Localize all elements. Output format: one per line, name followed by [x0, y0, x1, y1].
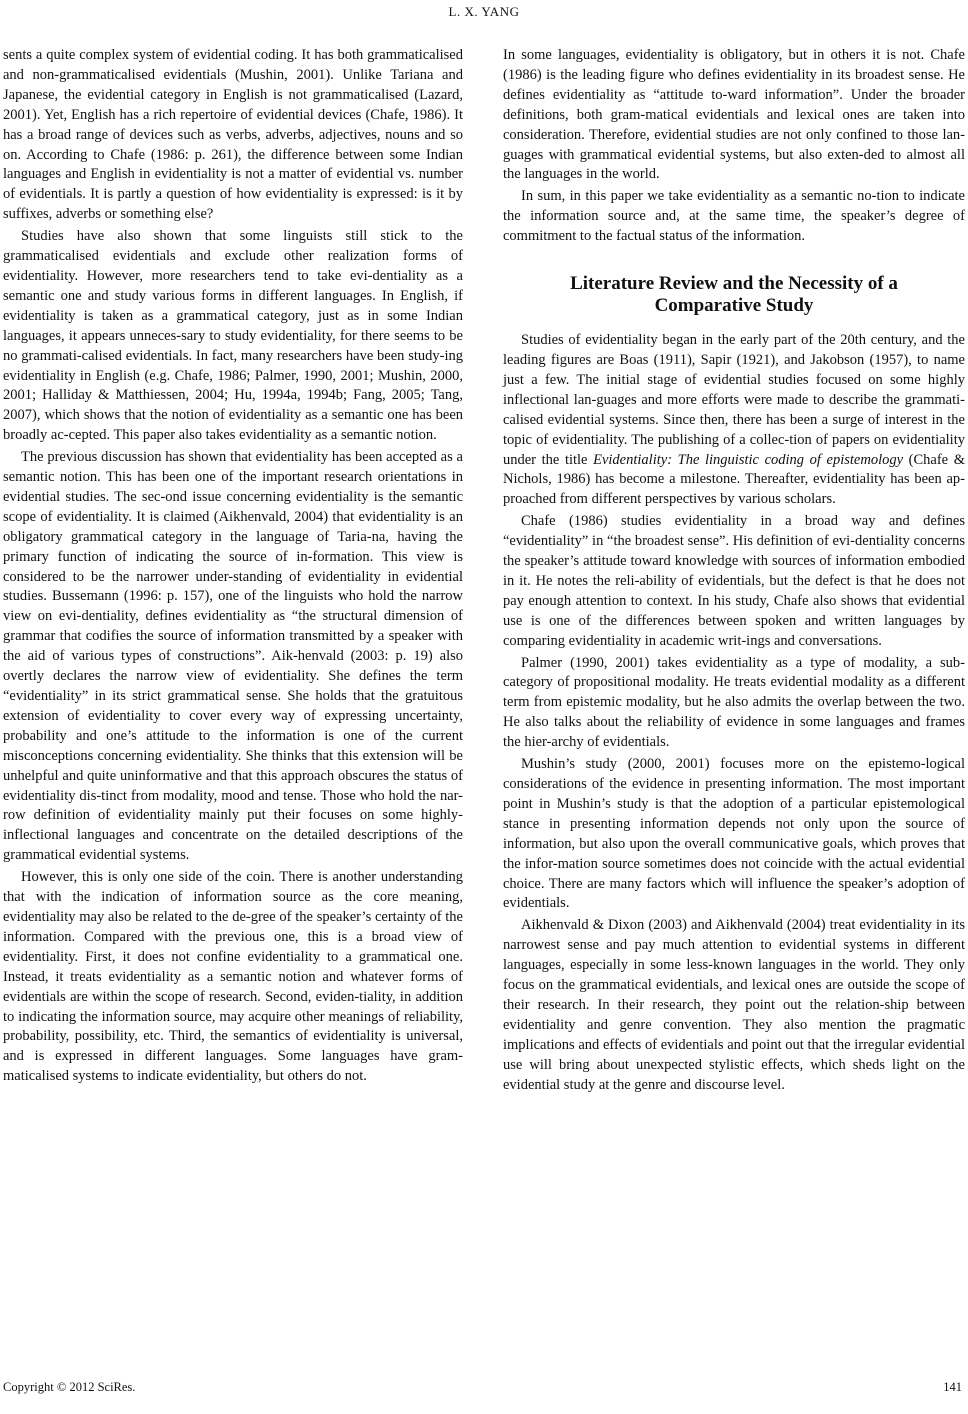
- paragraph-text: (Chafe & Nichols, 1986) has become a milestone. Thereafter, evidentiality has been ap-proached from different perspectives by various scholars.: [503, 451, 965, 508]
- paragraph: Chafe (1986) studies evidentiality in a broad way and defines “evidentiality” in “the broadest sense”. His definition of evi-dentiality concerns the speaker’s attitude toward knowledge with sources of information embodied in it. He notes the reli-ability of evidentials, but the defect is that he does not pay enough attention to context. In his study, Chafe also shows that evidential use is one of the differences between spoken and written languages by comparing evidentiality in academic writ-ings and conversations.: [503, 513, 965, 649]
- copyright-notice: Copyright © 2012 SciRes.: [3, 1380, 136, 1394]
- paragraph: [503, 331, 965, 510]
- paragraph-continuation: sents a quite complex system of evidential coding. It has both grammaticalised and non-grammaticalised evidentials (Mushin, 2001). Unlike Tariana and Japanese, the evidential category in English is not grammaticalised (Lazard, 2001). Yet, English has a rich repertoire of evidential devices (Chafe, 1986). It has a broad range of devices such as verbs, adverbs, adjectives, nouns and so on. According to Chafe (1986: p. 261), the difference between some Indian languages and English in evidentiality is not a matter of evidential vs. number of evidentials. It is partly a question of how evidentiality is expressed: is it by suffixes, adverbs or something else?: [3, 47, 463, 223]
- paragraph-continuation: In some languages, evidentiality is obligatory, but in others it is not. Chafe (1986) is the leading figure who defines evidentiality in its broadest sense. He defines evidentiality as “attitude to-ward information”. Under the broader definitions, both gram-matical evidentials and lexical ones are taken into consideration. Therefore, evidential studies are not only confined to those lan-guages with grammatical evidential systems, but also exten-ded to almost all the languages in the world.: [503, 47, 965, 183]
- page-number: 141: [943, 1380, 962, 1394]
- paragraph: However, this is only one side of the coin. There is another understanding that with the indication of information source as the core meaning, evidentiality may also be related to the de-gree of the speaker’s certainty of the information. Compared with the previous one, this is a broad view of evidentiality. First, it does not confine evidentiality to a grammatical one. Instead, it treats evidentiality as a semantic notion and whatever forms of evidentials are within the scope of research. Second, eviden-tiality, in addition to indicating the information source, may acquire other meanings of reliability, probability, possibility, etc. Third, the semantics of evidentiality is universal, and is expressed in different languages. Some languages have gram-maticalised systems to indicate evidentiality, but others do not.: [3, 869, 463, 1085]
- paragraph: Studies have also shown that some linguists still stick to the grammaticalised evidentials and exclude other realization forms of evidentiality. However, more researchers tend to take evi-dentiality as a semantic one and study various forms in different languages. In English, if evidentiality is taken as a grammatical category, just as in some Indian languages, it appears unneces-sary to study evidentiality, for there seems to be no grammati-calised evidentials. In fact, many researchers have been study-ing evidentiality in English (e.g. Chafe, 1986; Palmer, 1990, 2001; Mushin, 2000, 2001; Halliday & Matthiessen, 2004; Hu, 1994a, 1994b; Fang, 2005; Tang, 2007), which shows that the notion of evidentiality as a semantic one has been broadly ac-cepted. This paper also takes evidentiality as a semantic notion.: [3, 228, 463, 444]
- paragraph: Mushin’s study (2000, 2001) focuses more on the epistemo-logical considerations of the evidence in presenting information. The most important point in Mushin’s study is that the adoption of a particular epistemological stance in presenting information depends not only upon the source of information, but also upon the overall communicative goals, which proves that the infor-mation source sometimes does not coincide with the actual evidential choice. There are many factors which will influence the speaker’s adoption of evidentials.: [503, 756, 965, 912]
- right-column: [503, 46, 965, 1096]
- left-column: [3, 46, 463, 1087]
- section-heading-line-2: Comparative Study: [654, 295, 814, 317]
- paragraph: In sum, in this paper we take evidentiality as a semantic no-tion to indicate the information source and, at the same time, the speaker’s degree of commitment to the factual status of the information.: [503, 188, 965, 245]
- paragraph: Palmer (1990, 2001) takes evidentiality as a type of modality, a sub-category of propositional modality. He treats evidential modality as a different term from epistemic modality, but he also admits the overlap between the two. He also talks about the reliability of evidence in some languages and frames the hier-archy of evidentials.: [503, 654, 965, 751]
- section-heading-line-1: Literature Review and the Necessity of a: [570, 273, 898, 295]
- running-head: L. X. YANG: [448, 4, 520, 19]
- paragraph-text: Studies of evidentiality began in the early part of the 20th century, and the leading figures are Boas (1911), Sapir (1921), and Jakobson (1957), to name just a few. The initial stage of evidential studies focused on some highly inflectional lan-guages and more efforts were made to describe the grammati-calised evidential systems. Since then, there has been a surge of interest in the topic of evidentiality. The publishing of a collec-tion of papers on evidentiality under the title: [503, 332, 965, 468]
- paragraph: The previous discussion has shown that evidentiality has been accepted as a semantic notion. This has been one of the important research orientations in evidential studies. The sec-ond issue concerning evidentiality is the semantic scope of evidentiality. It is claimed (Aikhenvald, 2004) that evidentiality is an obligatory grammatical category in the language of Taria-na, having the primary function of indicating the source of in-formation. This view is considered to be the narrower under-standing of evidentiality in evidential studies. Bussemann (1996: p. 157), one of the linguists who hold the narrow view on evi-dentiality, defines evidentiality as “the structural dimension of grammar that codifies the source of information transmitted by a speaker with the aid of various types of constructions”. Aik-henvald (2003: p. 19) also overtly declares the narrow view of evidentiality. She defines the term “evidentiality” in its strict grammatical sense. She holds that the gratuitous extension of evidentiality to cover every way of expressing uncertainty, probability and one’s attitude to the information is one of the current misconceptions concerning evidentiality. She thinks that this extension will be unhelpful and quite uninformative and that this approach obscures the status of evidentiality dis-tinct from modality, mood and tense. Those who hold the nar-row definition of evidentiality mainly put their focuses on some highly-inflectional languages and concentrate on the detailed descriptions of the grammatical evidential systems.: [3, 449, 463, 864]
- paragraph: Aikhenvald & Dixon (2003) and Aikhenvald (2004) treat evidentiality in its narrowest sense and pay much attention to evidential systems in different languages, especially in some less-known languages in the world. They only focus on the grammatical evidentials, and lexical ones are outside the scope of their research. In their research, they point out the relation-ship between evidentiality and genre convention. They also mention the pragmatic implications and effects of evidentials and point out that the irregular evidential use will bring about unexpected stylistic effects, which sheds light on the evidential study at the genre and discourse level.: [503, 917, 965, 1093]
- section-heading: [503, 273, 965, 317]
- book-title: Evidentiality: The linguistic coding of epistemology: [593, 451, 904, 468]
